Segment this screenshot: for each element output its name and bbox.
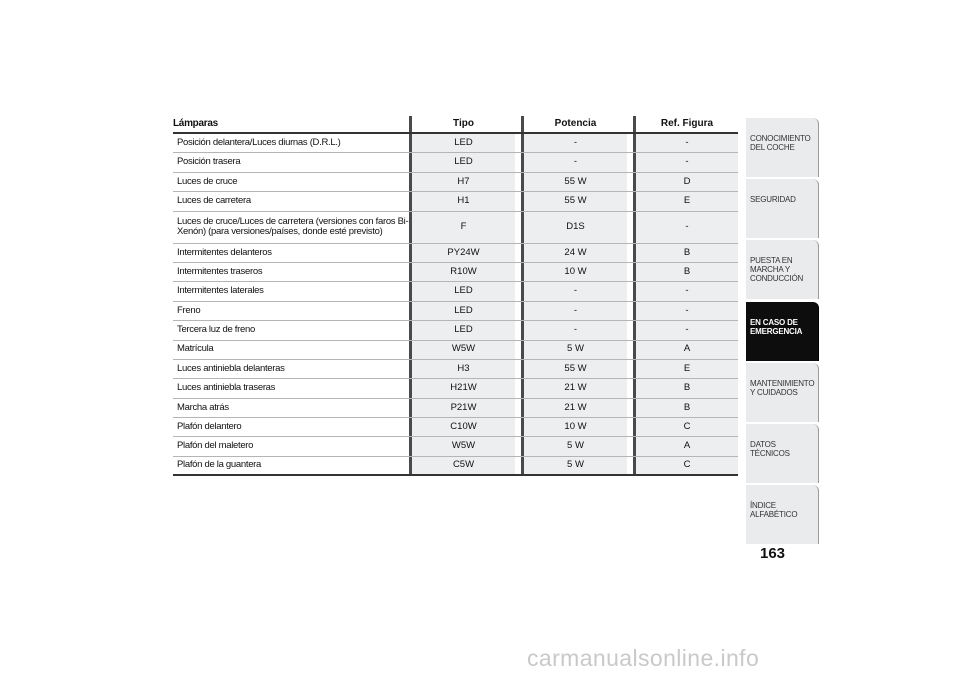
lamp-power: 24 W <box>521 244 633 262</box>
lamp-power: 55 W <box>521 360 633 378</box>
tab-conocimiento-del-coche[interactable]: CONOCIMIENTO DEL COCHE <box>746 118 819 177</box>
lamp-figure-ref: B <box>633 399 738 417</box>
lamp-power: - <box>521 134 633 152</box>
lamp-power: D1S <box>521 212 633 243</box>
lamp-power: 5 W <box>521 457 633 474</box>
lamp-type: LED <box>409 321 521 339</box>
lamp-figure-ref: B <box>633 263 738 281</box>
table-row <box>173 360 738 379</box>
lamp-type: C5W <box>409 457 521 474</box>
lamp-name: Intermitentes laterales <box>177 285 264 297</box>
lamp-figure-ref: B <box>633 379 738 397</box>
lamp-power: 55 W <box>521 192 633 210</box>
lamp-figure-ref: A <box>633 341 738 359</box>
lamp-type: C10W <box>409 418 521 436</box>
lamp-power: 5 W <box>521 341 633 359</box>
tab-puesta-en-marcha-y-conducción[interactable]: PUESTA EN MARCHA Y CONDUCCIÓN <box>746 240 819 299</box>
table-header-row <box>173 116 738 134</box>
lamp-name: Posición trasera <box>177 156 241 168</box>
lamp-name: Matrícula <box>177 343 214 355</box>
lamp-type: LED <box>409 134 521 152</box>
lamp-power: - <box>521 153 633 171</box>
table-row <box>173 173 738 192</box>
lamp-table <box>173 116 738 476</box>
lamp-type: PY24W <box>409 244 521 262</box>
lamp-name: Posición delantera/Luces diurnas (D.R.L.) <box>177 136 341 148</box>
lamp-figure-ref: B <box>633 244 738 262</box>
header-tipo: Tipo <box>409 116 521 132</box>
header-lamparas: Lámparas <box>173 116 409 132</box>
lamp-name: Luces de cruce/Luces de carretera (versiones con faros Bi-Xenón) (para versiones/países, donde esté previsto) <box>177 215 409 238</box>
header-potencia: Potencia <box>521 116 633 132</box>
lamp-type: R10W <box>409 263 521 281</box>
lamp-type: H21W <box>409 379 521 397</box>
table-row <box>173 457 738 476</box>
lamp-name: Plafón de la guantera <box>177 459 262 471</box>
lamp-name: Freno <box>177 304 201 316</box>
tab-índice-alfabético[interactable]: ÍNDICE ALFABÉTICO <box>746 485 819 544</box>
tab-datos-técnicos[interactable]: DATOS TÉCNICOS <box>746 424 819 483</box>
lamp-figure-ref: C <box>633 457 738 474</box>
lamp-figure-ref: - <box>633 153 738 171</box>
lamp-type: W5W <box>409 437 521 455</box>
table-row <box>173 321 738 340</box>
table-row <box>173 263 738 282</box>
lamp-name: Plafón delantero <box>177 421 242 433</box>
section-tabs <box>746 118 819 546</box>
lamp-figure-ref: - <box>633 321 738 339</box>
lamp-power: 5 W <box>521 437 633 455</box>
lamp-figure-ref: E <box>633 360 738 378</box>
lamp-name: Luces de carretera <box>177 195 251 207</box>
lamp-type: F <box>409 212 521 243</box>
header-ref-figura: Ref. Figura <box>633 116 738 132</box>
table-row <box>173 399 738 418</box>
lamp-name: Luces antiniebla traseras <box>177 382 276 394</box>
lamp-power: - <box>521 302 633 320</box>
lamp-type: W5W <box>409 341 521 359</box>
lamp-type: LED <box>409 282 521 300</box>
lamp-figure-ref: - <box>633 302 738 320</box>
lamp-figure-ref: A <box>633 437 738 455</box>
table-row <box>173 134 738 153</box>
tab-en-caso-de-emergencia[interactable]: EN CASO DE EMERGENCIA <box>746 302 819 361</box>
lamp-name: Intermitentes traseros <box>177 265 263 277</box>
lamp-type: H7 <box>409 173 521 191</box>
table-row <box>173 212 738 244</box>
lamp-name: Luces de cruce <box>177 175 238 187</box>
table-row <box>173 341 738 360</box>
lamp-name: Marcha atrás <box>177 401 229 413</box>
lamp-name: Plafón del maletero <box>177 440 254 452</box>
watermark: carmanualsonline.info <box>527 645 760 671</box>
lamp-power: 10 W <box>521 263 633 281</box>
lamp-figure-ref: E <box>633 192 738 210</box>
lamp-power: 21 W <box>521 379 633 397</box>
table-row <box>173 437 738 456</box>
lamp-figure-ref: - <box>633 212 738 243</box>
table-row <box>173 418 738 437</box>
table-row <box>173 244 738 263</box>
lamp-type: H1 <box>409 192 521 210</box>
lamp-power: - <box>521 282 633 300</box>
lamp-type: LED <box>409 153 521 171</box>
lamp-type: H3 <box>409 360 521 378</box>
table-row <box>173 192 738 211</box>
table-row <box>173 282 738 301</box>
lamp-name: Tercera luz de freno <box>177 324 255 336</box>
lamp-figure-ref: - <box>633 134 738 152</box>
lamp-power: 55 W <box>521 173 633 191</box>
lamp-name: Luces antiniebla delanteras <box>177 362 285 374</box>
page-number: 163 <box>760 545 786 562</box>
table-row <box>173 302 738 321</box>
tab-mantenimiento-y-cuidados[interactable]: MANTENIMIENTO Y CUIDADOS <box>746 363 819 422</box>
lamp-figure-ref: - <box>633 282 738 300</box>
lamp-power: - <box>521 321 633 339</box>
lamp-power: 10 W <box>521 418 633 436</box>
table-row <box>173 153 738 172</box>
tab-seguridad[interactable]: SEGURIDAD <box>746 179 819 238</box>
lamp-type: LED <box>409 302 521 320</box>
lamp-figure-ref: C <box>633 418 738 436</box>
lamp-type: P21W <box>409 399 521 417</box>
table-row <box>173 379 738 398</box>
lamp-name: Intermitentes delanteros <box>177 246 272 258</box>
lamp-figure-ref: D <box>633 173 738 191</box>
lamp-power: 21 W <box>521 399 633 417</box>
